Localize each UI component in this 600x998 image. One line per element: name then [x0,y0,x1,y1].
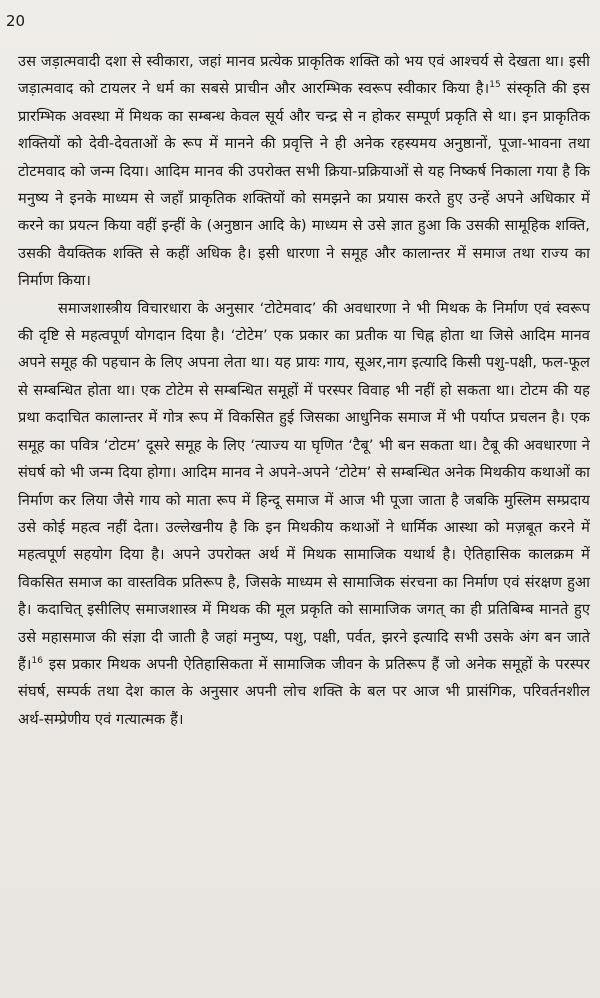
text-segment: इस प्रकार मिथक अपनी ऐतिहासिकता में सामाजिक जीवन के प्रतिरूप हैं जो अनेक समूहों के परस्पर संघर्ष, सम्पर्क तथा देश काल के अनुसार अपनी लोच शक्ति के बल पर आज भी प्रासंगिक, परिवर्तनशील अर्थ-सम्प्रेणीय एवं गत्यात्मक हैं। [18,655,590,728]
paragraph [18,48,590,295]
paragraph [18,295,590,734]
footnote-reference: 16 [31,656,44,667]
body-text [18,48,590,733]
text-segment: उस जड़ात्मवादी दशा से स्वीकारा, जहां मानव प्रत्येक प्राकृतिक शक्ति को भय एवं आश्चर्य से देखता था। इसी जड़ात्मवाद को टायलर ने धर्म का सबसे प्राचीन और आरम्भिक स्वरूप स्वीकार किया है। [18,53,590,98]
text-segment: संस्कृति की इस प्रारम्भिक अवस्था में मिथक का सम्बन्ध केवल सूर्य और चन्द्र से न होकर सम्पूर्ण प्रकृति से था। इन प्राकृतिक शक्तियों को देवी-देवताओं के रूप में मानने की प्रवृत्ति ने ही अनेक रहस्यमय अनुष्ठानों, पूजा-भावना तथा टोटमवाद को जन्म दिया। आदिम मानव की उपरोक्त सभी क्रिया-प्रक्रियाओं से यह निष्कर्ष निकाला गया है कि मनुष्य ने इनके माध्यम से जहाँ प्राकृतिक शक्तियों को समझने का प्रयास करते हुए उन्हें अपने अधिकार में करने का प्रयत्न किया वहीं इन्हीं के (अनुष्ठान आदि के) माध्यम से उसे ज्ञात हुआ कि उसकी सामूहिक शक्ति, उसकी वैयक्तिक शक्ति से कहीं अधिक है। इसी धारणा ने समूह और कालान्तर में समाज तथा राज्य का निर्माण किया। [18,80,590,290]
page-number: 20 [6,12,26,30]
text-segment: समाजशास्त्रीय विचारधारा के अनुसार ‘टोटेमवाद’ की अवधारणा ने भी मिथक के निर्माण एवं स्वरूप की दृष्टि से महत्वपूर्ण योगदान दिया है। ‘टोटेम’ एक प्रकार का प्रतीक या चिह्न होता था जिसे आदिम मानव अपने समूह की पहचान के लिए अपना लेता था। यह प्रायः गाय, सूअर,नाग इत्यादि किसी पशु-पक्षी, फल-फूल से सम्बन्धित होता था। एक टोटेम से सम्बन्धित समूहों में परस्पर विवाह भी नहीं हो सकता था। टोटम की यह प्रथा कदाचित कालान्तर में गोत्र रूप में विकसित हुई जिसका आधुनिक समाज में भी पर्याप्त प्रचलन है। एक समूह का पवित्र ‘टोटम’ दूसरे समूह के लिए ‘त्याज्य या घृणित ‘टैबू’ भी बन सकता था। टैबू की अवधारणा ने संघर्ष को भी जन्म दिया होगा। आदिम मानव ने अपने-अपने ‘टोटेम’ से सम्बन्धित अनेक मिथकीय कथाओं का निर्माण कर लिया जैसे गाय को माता रूप में हिन्दू समाज में आज भी पूजा जाता है जबकि मुस्लिम सम्प्रदाय उसे कोई महत्व नहीं देता। उल्लेखनीय है कि इन मिथकीय कथाओं ने धार्मिक आस्था को मज़बूत करने में महत्वपूर्ण सहयोग दिया है। अपने उपरोक्त अर्थ में मिथक सामाजिक यथार्थ है। ऐतिहासिक कालक्रम में विकसित समाज का वास्तविक प्रतिरूप है, जिसके माध्यम से सामाजिक संरचना का निर्माण एवं संरक्षण हुआ है। कदाचित् इसीलिए समाजशास्त्र में मिथक की मूल प्रकृति को सामाजिक जगत् का ही प्रतिबिम्ब मानते हुए उसे महासमाज की संज्ञा दी जाती है जहां मनुष्य, पशु, पक्षी, पर्वत, झरने इत्यादि सभी उसके अंग बन जाते हैं। [18,299,590,673]
footnote-reference: 15 [489,80,501,91]
